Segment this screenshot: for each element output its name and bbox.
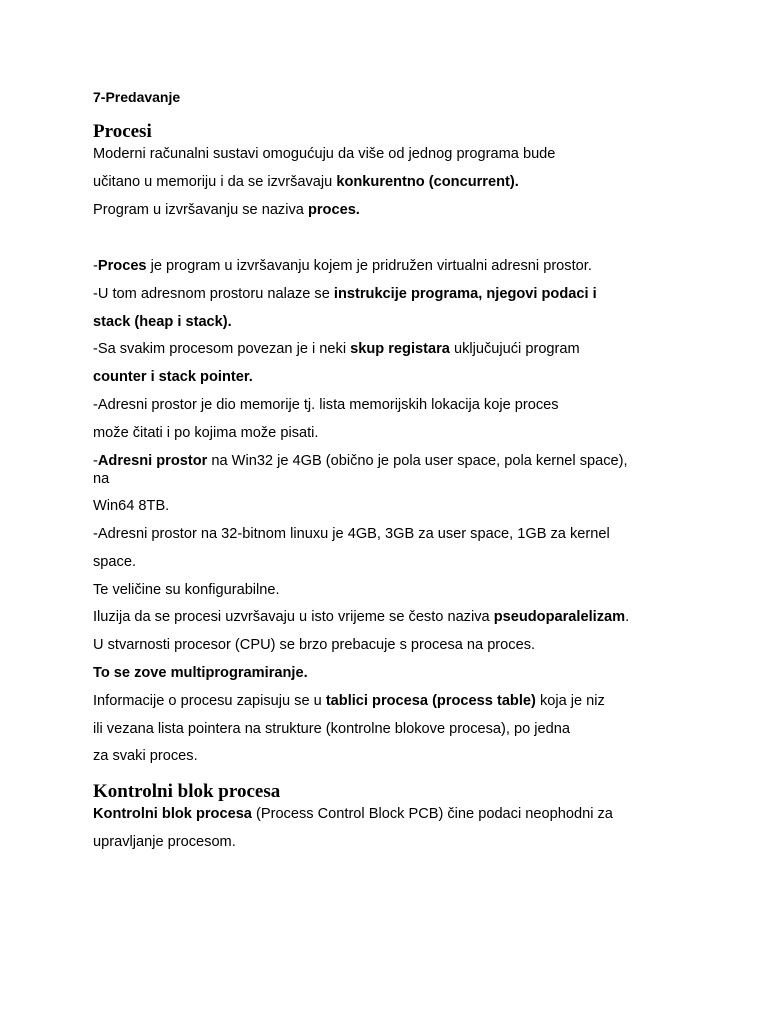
text-segment: .: [625, 609, 630, 625]
paragraph-line: [93, 664, 308, 682]
bold-text: proces.: [307, 202, 360, 218]
paragraph-line: [93, 452, 628, 470]
paragraph-line: [93, 497, 169, 515]
text-segment: U stvarnosti procesor (CPU) se brzo prebacuje s procesa na proces.: [93, 637, 536, 653]
bold-text: counter i stack pointer.: [93, 369, 253, 385]
paragraph-line: [93, 313, 232, 331]
paragraph-line: [93, 833, 236, 851]
paragraph-line: [93, 173, 519, 191]
document-title: 7-Predavanje: [93, 89, 181, 105]
bold-text: konkurentno (concurrent).: [336, 174, 519, 190]
bold-text: Proces: [97, 258, 147, 274]
text-segment: Iluzija da se procesi uzvršavaju u isto vrijeme se često naziva: [93, 609, 494, 625]
paragraph-line: [93, 201, 360, 219]
paragraph-line: [93, 636, 535, 654]
text-segment: -U tom adresnom prostoru nalaze se: [93, 286, 334, 302]
text-segment: za svaki proces.: [93, 748, 198, 764]
heading-procesi: Procesi: [93, 121, 152, 142]
text-segment: može čitati i po kojima može pisati.: [93, 425, 319, 441]
bold-text: pseudoparalelizam: [493, 609, 626, 625]
paragraph-line: [93, 285, 597, 303]
bold-text: To se zove multiprogramiranje.: [93, 665, 308, 681]
paragraph-line: [93, 720, 570, 738]
paragraph-line: [93, 525, 610, 543]
paragraph-line: [93, 145, 555, 163]
bold-text: Adresni prostor: [97, 453, 208, 469]
text-segment: na: [93, 471, 110, 487]
paragraph-line: [93, 608, 629, 626]
text-segment: ili vezana lista pointera na strukture (kontrolne blokove procesa), po jedna: [93, 721, 570, 737]
text-segment: na Win32 je 4GB (obično je pola user space, pola kernel space),: [207, 453, 628, 469]
heading-kontrolni-blok: Kontrolni blok procesa: [93, 781, 281, 802]
text-segment: učitano u memoriju i da se izvršavaju: [93, 174, 337, 190]
text-segment: -Adresni prostor na 32-bitnom linuxu je 4GB, 3GB za user space, 1GB za kernel: [93, 526, 610, 542]
text-segment: Program u izvršavanju se naziva: [93, 202, 308, 218]
text-segment: uključujući program: [449, 341, 580, 357]
text-segment: Moderni računalni sustavi omogućuju da više od jednog programa bude: [93, 146, 556, 162]
paragraph-line: [93, 257, 592, 275]
paragraph-line: [93, 396, 559, 414]
paragraph-line: [93, 470, 109, 488]
text-segment: Win64 8TB.: [93, 498, 170, 514]
bold-text: Kontrolni blok procesa: [93, 806, 252, 822]
paragraph-line: [93, 747, 198, 765]
text-segment: Informacije o procesu zapisuju se u: [93, 693, 326, 709]
text-segment: (Process Control Block PCB) čine podaci neophodni za: [251, 806, 613, 822]
bold-text: tablici procesa (process table): [325, 693, 536, 709]
bold-text: stack (heap i stack).: [93, 314, 232, 330]
text-segment: koja je niz: [535, 693, 605, 709]
paragraph-line: [93, 553, 136, 571]
bold-text: instrukcije programa, njegovi podaci i: [333, 286, 597, 302]
text-segment: -: [93, 258, 98, 274]
text-segment: -Sa svakim procesom povezan je i neki: [93, 341, 351, 357]
paragraph-line: [93, 424, 318, 442]
text-segment: je program u izvršavanju kojem je pridružen virtualni adresni prostor.: [146, 258, 592, 274]
text-segment: -Adresni prostor je dio memorije tj. lista memorijskih lokacija koje proces: [93, 397, 559, 413]
paragraph-line: [93, 692, 605, 710]
text-segment: upravljanje procesom.: [93, 834, 236, 850]
paragraph-line: [93, 805, 613, 823]
bold-text: skup registara: [350, 341, 450, 357]
paragraph-line: [93, 581, 280, 599]
paragraph-line: [93, 368, 253, 386]
text-segment: Te veličine su konfigurabilne.: [93, 582, 280, 598]
text-segment: space.: [93, 554, 136, 570]
paragraph-line: [93, 340, 580, 358]
text-segment: -: [93, 453, 98, 469]
